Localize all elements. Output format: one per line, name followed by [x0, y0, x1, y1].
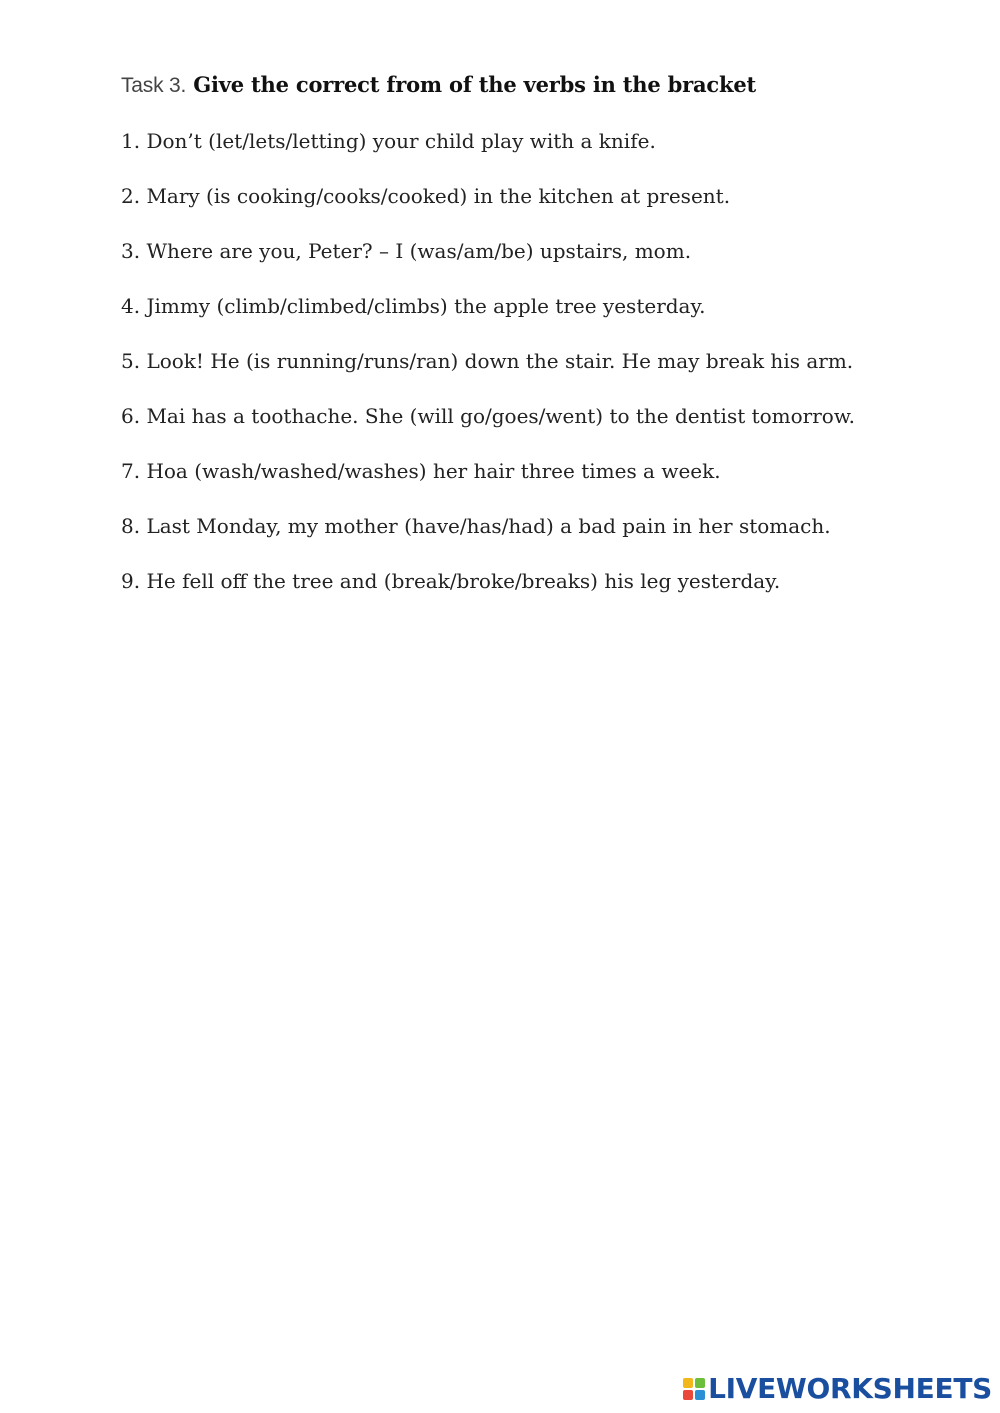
question-3: 3. Where are you, Peter? – I (was/am/be) upstairs, mom.	[121, 239, 692, 263]
question-4: 4. Jimmy (climb/climbed/climbs) the apple tree yesterday.	[121, 294, 706, 318]
question-1: 1. Don’t (let/lets/letting) your child play with a knife.	[121, 129, 656, 153]
logo-text: LIVEWORKSHEETS	[708, 1372, 992, 1405]
task-label: Task 3.	[121, 74, 187, 97]
question-6: 6. Mai has a toothache. She (will go/goes/went) to the dentist tomorrow.	[121, 404, 855, 428]
question-5: 5. Look! He (is running/runs/ran) down the stair. He may break his arm.	[121, 349, 854, 373]
question-list	[121, 127, 855, 622]
task-heading	[121, 72, 756, 98]
question-8: 8. Last Monday, my mother (have/has/had) a bad pain in her stomach.	[121, 514, 831, 538]
task-title: Give the correct from of the verbs in the bracket	[193, 72, 756, 97]
logo-block-icon	[695, 1378, 705, 1388]
question-7: 7. Hoa (wash/washed/washes) her hair three times a week.	[121, 459, 721, 483]
logo-blocks-icon	[683, 1378, 705, 1400]
question-2: 2. Mary (is cooking/cooks/cooked) in the kitchen at present.	[121, 184, 731, 208]
liveworksheets-logo	[683, 1372, 992, 1405]
logo-block-icon	[683, 1378, 693, 1388]
logo-block-icon	[683, 1390, 693, 1400]
question-9: 9. He fell off the tree and (break/broke/breaks) his leg yesterday.	[121, 569, 781, 593]
logo-block-icon	[695, 1390, 705, 1400]
